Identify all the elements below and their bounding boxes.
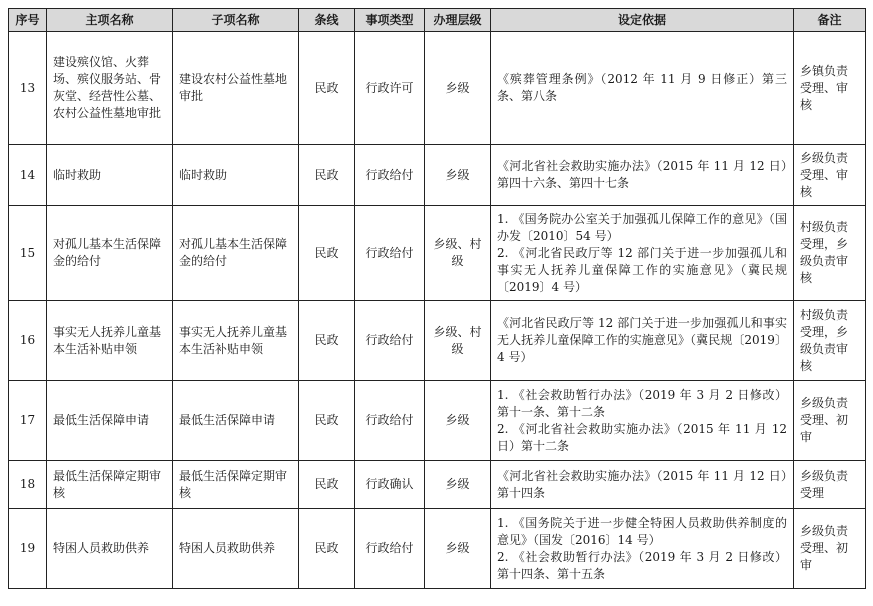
basis-line: 1. 《国务院关于进一步健全特困人员救助供养制度的意见》（国发〔2016〕14 号） [497, 515, 787, 547]
basis-line: 《河北省民政厅等 12 部门关于进一步加强孤儿和事实无人抚养儿童保障工作的实施意见》（冀民规〔2019〕4 号） [497, 316, 787, 364]
header-sub-item: 子项名称 [173, 9, 299, 32]
row-note: 乡镇负责受理、审核 [794, 32, 866, 145]
row-note: 村级负责受理，乡级负责审核 [794, 301, 866, 381]
basis-line: 2. 《河北省民政厅等 12 部门关于进一步加强孤儿和事实无人抚养儿童保障工作的实施意见》（冀民规〔2019〕4 号） [497, 245, 787, 294]
row-level: 乡级 [425, 461, 491, 509]
row-item-type: 行政确认 [355, 461, 425, 509]
row-item-type: 行政给付 [355, 301, 425, 381]
row-basis [491, 461, 794, 509]
row-item-type: 行政给付 [355, 509, 425, 589]
basis-line: 《河北省社会救助实施办法》（2015 年 11 月 12 日）第四十六条、第四十七条 [497, 159, 787, 190]
header-department: 条线 [299, 9, 355, 32]
row-note: 乡级负责受理、审核 [794, 145, 866, 206]
row-basis [491, 381, 794, 461]
row-sub-item: 最低生活保障申请 [173, 381, 299, 461]
row-item-type: 行政给付 [355, 381, 425, 461]
row-basis [491, 509, 794, 589]
header-main-item: 主项名称 [47, 9, 173, 32]
row-sub-item: 对孤儿基本生活保障金的给付 [173, 206, 299, 301]
row-note: 乡级负责受理、初审 [794, 509, 866, 589]
row-item-type: 行政给付 [355, 206, 425, 301]
row-department: 民政 [299, 509, 355, 589]
row-sub-item: 建设农村公益性墓地审批 [173, 32, 299, 145]
row-no: 18 [9, 461, 47, 509]
row-main-item: 特困人员救助供养 [47, 509, 173, 589]
basis-line: 2. 《社会救助暂行办法》（2019 年 3 月 2 日修改）第十四条、第十五条 [497, 549, 787, 581]
row-basis [491, 301, 794, 381]
row-no: 14 [9, 145, 47, 206]
basis-line: 2. 《河北省社会救助实施办法》（2015 年 11 月 12 日）第十二条 [497, 421, 787, 453]
row-main-item: 最低生活保障申请 [47, 381, 173, 461]
header-row [9, 9, 866, 32]
row-basis [491, 145, 794, 206]
row-main-item: 事实无人抚养儿童基本生活补贴申领 [47, 301, 173, 381]
row-main-item: 对孤儿基本生活保障金的给付 [47, 206, 173, 301]
table-row [9, 301, 866, 381]
basis-line: 1. 《国务院办公室关于加强孤儿保障工作的意见》（国办发〔2010〕54 号） [497, 211, 787, 243]
table-row [9, 145, 866, 206]
header-item-type: 事项类型 [355, 9, 425, 32]
table-row [9, 32, 866, 145]
row-no: 13 [9, 32, 47, 145]
row-department: 民政 [299, 461, 355, 509]
row-no: 19 [9, 509, 47, 589]
row-basis [491, 206, 794, 301]
table-row [9, 461, 866, 509]
row-no: 17 [9, 381, 47, 461]
row-main-item: 最低生活保障定期审核 [47, 461, 173, 509]
row-item-type: 行政给付 [355, 145, 425, 206]
row-level: 乡级 [425, 32, 491, 145]
row-department: 民政 [299, 206, 355, 301]
header-note: 备注 [794, 9, 866, 32]
row-level: 乡级 [425, 145, 491, 206]
row-level: 乡级、村级 [425, 206, 491, 301]
row-sub-item: 特困人员救助供养 [173, 509, 299, 589]
policy-table [8, 8, 866, 589]
basis-line: 《河北省社会救助实施办法》（2015 年 11 月 12 日）第十四条 [497, 468, 787, 500]
row-level: 乡级 [425, 509, 491, 589]
row-department: 民政 [299, 145, 355, 206]
row-department: 民政 [299, 301, 355, 381]
row-level: 乡级 [425, 381, 491, 461]
row-item-type: 行政许可 [355, 32, 425, 145]
row-basis [491, 32, 794, 145]
row-no: 16 [9, 301, 47, 381]
basis-line: 1. 《社会救助暂行办法》（2019 年 3 月 2 日修改）第十一条、第十二条 [497, 387, 787, 419]
table-row [9, 206, 866, 301]
row-main-item: 临时救助 [47, 145, 173, 206]
table-row [9, 509, 866, 589]
row-sub-item: 临时救助 [173, 145, 299, 206]
header-level: 办理层级 [425, 9, 491, 32]
basis-line: 《殡葬管理条例》（2012 年 11 月 9 日修正）第三条、第八条 [497, 72, 787, 103]
row-no: 15 [9, 206, 47, 301]
row-note: 乡级负责受理、初审 [794, 381, 866, 461]
row-note: 村级负责受理，乡级负责审核 [794, 206, 866, 301]
row-note: 乡级负责受理 [794, 461, 866, 509]
row-main-item: 建设殡仪馆、火葬场、殡仪服务站、骨灰堂、经营性公墓、农村公益性墓地审批 [47, 32, 173, 145]
header-no: 序号 [9, 9, 47, 32]
row-sub-item: 最低生活保障定期审核 [173, 461, 299, 509]
row-department: 民政 [299, 381, 355, 461]
header-basis: 设定依据 [491, 9, 794, 32]
row-department: 民政 [299, 32, 355, 145]
table-row [9, 381, 866, 461]
row-level: 乡级、村级 [425, 301, 491, 381]
row-sub-item: 事实无人抚养儿童基本生活补贴申领 [173, 301, 299, 381]
